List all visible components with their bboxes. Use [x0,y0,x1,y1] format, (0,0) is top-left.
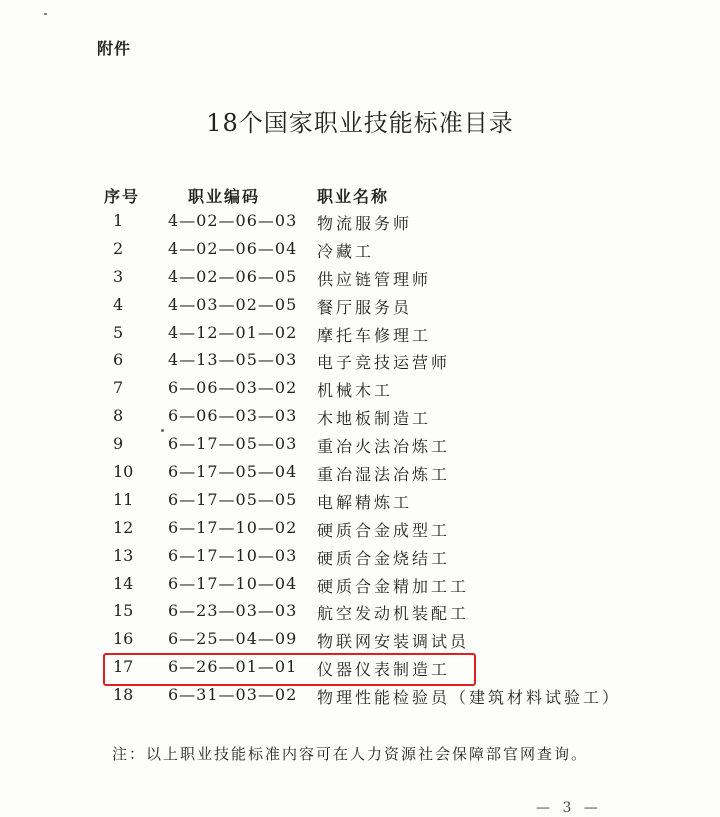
row-serial-number: 16 [113,629,134,649]
table-row [0,432,720,460]
row-occupation-code: 6—26—01—01 [168,657,298,677]
row-serial-number: 5 [113,322,124,342]
row-occupation-code: 4—13—05—03 [168,350,298,370]
row-occupation-code: 4—12—01—02 [168,322,298,342]
row-serial-number: 1 [113,211,124,230]
row-serial-number: 18 [113,685,134,705]
table-row [0,599,720,627]
row-serial-number: 4 [113,294,124,314]
footnote: 注：以上职业技能标准内容可在人力资源社会保障部官网查询。 [112,745,589,763]
attachment-label: 附件 [97,39,132,58]
row-serial-number: 3 [113,266,124,286]
row-occupation-name: 冷藏工 [317,241,375,261]
table-row [0,209,720,237]
row-occupation-name: 物理性能检验员（建筑材料试验工） [317,688,622,708]
document-title: 18个国家职业技能标准目录 [206,109,514,137]
table-row [0,460,720,488]
row-occupation-code: 4—02—06—03 [168,211,298,230]
row-occupation-code: 6—17—05—04 [168,462,298,482]
row-occupation-code: 6—17—10—03 [168,545,298,565]
row-occupation-name: 硬质合金烧结工 [317,548,451,568]
row-occupation-name: 机械木工 [317,381,394,401]
table-row [0,321,720,349]
row-serial-number: 2 [113,238,124,258]
table-row [0,265,720,293]
page-number: — 3 — [536,800,602,816]
row-serial-number: 8 [113,406,124,426]
table-row [0,293,720,321]
row-occupation-name: 仪器仪表制造工 [317,660,451,680]
row-occupation-name: 木地板制造工 [317,409,432,429]
row-serial-number: 14 [113,573,134,593]
row-occupation-code: 6—06—03—02 [168,378,298,398]
occupation-table [0,209,720,711]
table-row [0,237,720,265]
row-serial-number: 11 [113,489,134,509]
row-occupation-name: 硬质合金精加工工 [317,576,470,596]
row-occupation-code: 6—25—04—09 [168,629,298,649]
row-occupation-name: 餐厅服务员 [317,297,413,317]
row-serial-number: 10 [113,462,134,482]
row-occupation-code: 6—17—05—03 [168,434,298,454]
row-occupation-name: 重冶湿法冶炼工 [317,465,451,485]
row-occupation-name: 物流服务师 [317,214,413,233]
row-occupation-name: 航空发动机装配工 [317,604,470,624]
row-occupation-code: 6—17—10—02 [168,517,298,537]
row-occupation-name: 物联网安装调试员 [317,632,470,652]
row-occupation-name: 摩托车修理工 [317,325,432,345]
row-occupation-code: 6—31—03—02 [168,685,298,705]
row-serial-number: 15 [113,601,134,621]
row-occupation-name: 电解精炼工 [317,492,413,512]
table-row [0,683,720,711]
table-row [0,376,720,404]
table-row [0,627,720,655]
header-occupation-code: 职业编码 [188,187,261,206]
row-occupation-code: 4—02—06—04 [168,238,298,258]
row-occupation-code: 6—17—10—04 [168,573,298,593]
row-serial-number: 7 [113,378,124,398]
scan-speck [44,13,47,15]
row-occupation-name: 重冶火法冶炼工 [317,437,451,457]
row-serial-number: 12 [113,517,134,537]
table-row [0,488,720,516]
header-occupation-name: 职业名称 [317,187,390,206]
row-occupation-code: 6—23—03—03 [168,601,298,621]
row-serial-number: 17 [113,657,134,677]
row-serial-number: 9 [113,434,124,454]
row-occupation-name: 电子竞技运营师 [317,353,451,373]
row-occupation-code: 4—03—02—05 [168,294,298,314]
highlight-box [103,653,476,686]
table-row [0,572,720,600]
row-occupation-code: 4—02—06—05 [168,266,298,286]
row-occupation-code: 6—17—05—05 [168,489,298,509]
table-row [0,544,720,572]
table-row [0,404,720,432]
row-occupation-name: 硬质合金成型工 [317,520,451,540]
table-row [0,348,720,376]
row-occupation-code: 6—06—03—03 [168,406,298,426]
row-serial-number: 6 [113,350,124,370]
table-row [0,516,720,544]
header-serial-number: 序号 [104,187,141,206]
row-serial-number: 13 [113,545,134,565]
row-occupation-name: 供应链管理师 [317,269,432,289]
